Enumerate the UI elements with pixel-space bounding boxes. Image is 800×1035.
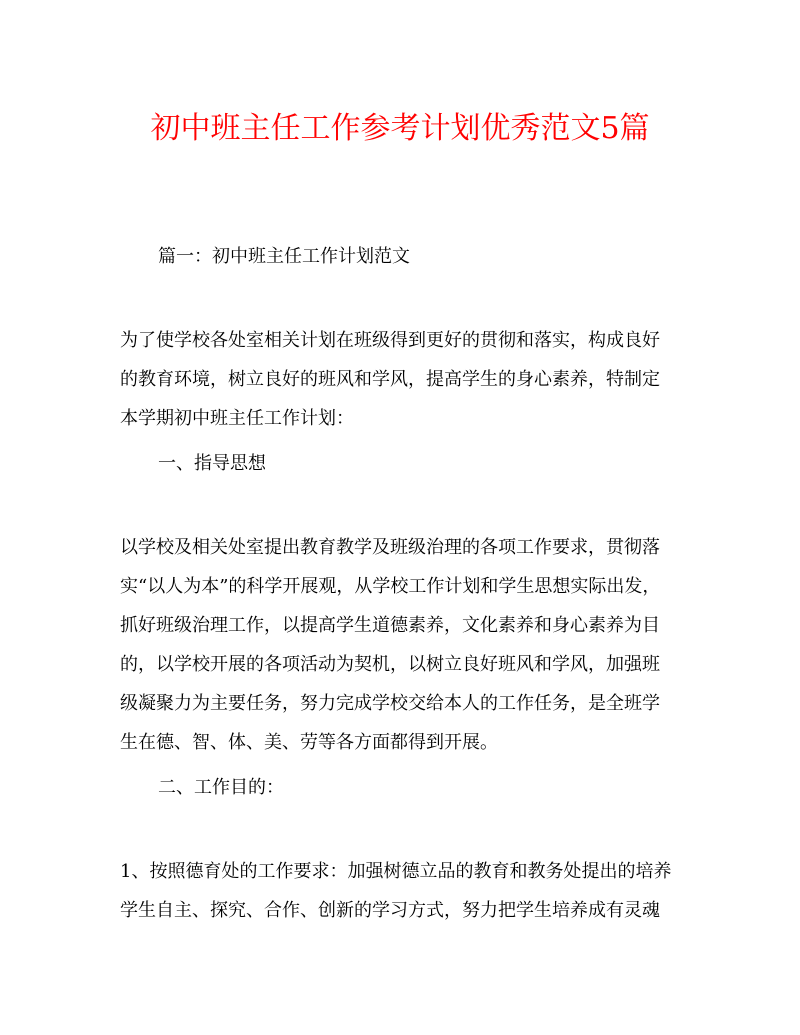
paragraph-2-line-4: 的，以学校开展的各项活动为契机，以树立良好班风和学风，加强班 [120,654,660,675]
paragraph-3-line-1: 1、按照德育处的工作要求：加强树德立品的教育和教务处提出的培养 [120,861,672,882]
heading-work-goals: 二、工作目的： [158,777,284,798]
section-heading: 篇一：初中班主任工作计划范文 [158,246,410,267]
paragraph-1-line-1: 为了使学校各处室相关计划在班级得到更好的贯彻和落实，构成良好 [120,330,660,351]
paragraph-1-line-2: 的教育环境，树立良好的班风和学风，提高学生的身心素养，特制定 [120,369,660,390]
document-title: 初中班主任工作参考计划优秀范文5篇 [150,111,650,146]
paragraph-2-line-2: 实“以人为本”的科学开展观，从学校工作计划和学生思想实际出发， [120,576,661,597]
paragraph-2-line-6: 生在德、智、体、美、劳等各方面都得到开展。 [120,732,498,753]
paragraph-2-line-1: 以学校及相关处室提出教育教学及班级治理的各项工作要求，贯彻落 [120,537,660,558]
heading-guiding-thought: 一、指导思想 [158,453,266,474]
paragraph-2-line-3: 抓好班级治理工作，以提高学生道德素养，文化素养和身心素养为目 [120,615,660,636]
paragraph-1-line-3: 本学期初中班主任工作计划： [120,408,354,429]
paragraph-2-line-5: 级凝聚力为主要任务，努力完成学校交给本人的工作任务，是全班学 [120,693,660,714]
paragraph-3-line-2: 学生自主、探究、合作、创新的学习方式，努力把学生培养成有灵魂 [120,900,660,921]
